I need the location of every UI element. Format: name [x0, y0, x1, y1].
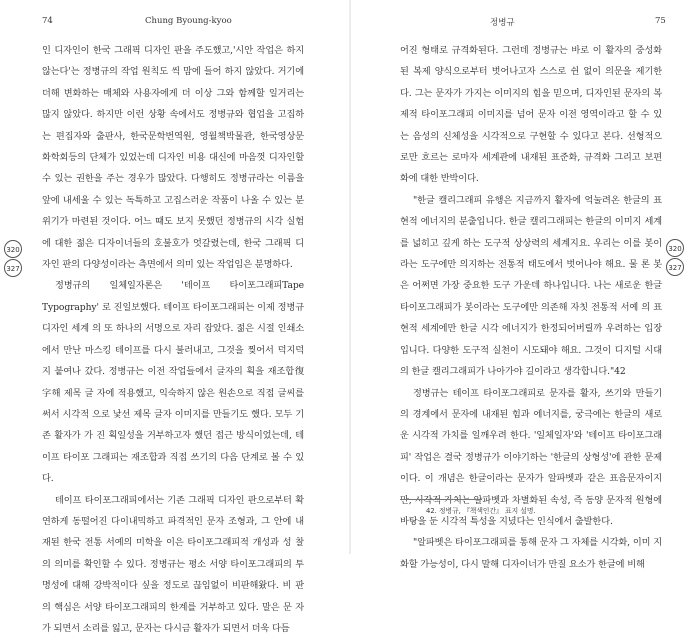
page-number: 75: [655, 16, 666, 26]
text-line: 의 또 하나의 서명으로 자리 잡았다. 젊은 시절 인쇄소에서 만난: [42, 323, 304, 356]
left-page: [0, 0, 350, 634]
text-line: 많지 않았다. 하지만 이런 상황 속에서도 정병규와 협업을 고집하: [42, 109, 304, 121]
text-line: 앞에 내세울 수 있는 독특하고 고집스러운 작품이 나올 수 있는 분: [42, 194, 304, 206]
text-line: 인 디자인이 한국 그래픽 디자인 판을 주도했고,'시안 작업은 하지: [42, 45, 304, 56]
text-line: 피' 작업은 결국 정병규가 이야기하는 '한글의 상형성'에 관한 문제: [400, 451, 662, 463]
text-line: 의 경계에서 문자에 내재된 힘과 에너지를, 궁극에는 한글의 새로: [400, 408, 662, 420]
text-line: 는 편집자와 출판사, 한국문학번역원, 영월책박물관, 한국영상문: [42, 130, 304, 142]
page-number: 74: [42, 16, 53, 26]
text-line: 정병규는 테이프 타이포그래피로 문자를 활자, 쓰기와 만들기: [413, 387, 662, 399]
text-line: 한글 타이포그래피가 봇이라는 도구에만 의존해 자칫 전통적 서예: [400, 280, 662, 313]
text-line: 다. 그는 문자가 가지는 이미지의 힘을 믿으며, 디자인된 문자의 복: [400, 87, 662, 99]
margin-page-marks: [4, 240, 22, 278]
text-line: 봇이라는 도구에만 의지하는 전통적 태도에서 벗어나야 해요. 물: [400, 237, 662, 271]
text-line: 시대의 한글 캘리그래피가 나아가야 길이라고 생각합니다."42: [400, 344, 662, 378]
text-line: 화학회등의 단체가 있었는데 디자인 비용 대신에 마음껏 디자인할: [42, 152, 304, 164]
paragraph: [42, 490, 304, 639]
text-line: 이다. 이 개념은 한글이라는 문자가 알파벳과 같은 표음문자이지: [400, 473, 662, 485]
text-line: "한글 캘리그래피 유행은 지금까지 활자에 억눌려온 한글의: [413, 194, 650, 206]
paragraph: [42, 275, 304, 489]
text-line: 운 시각적 가치를 일깨우려 한다. '일체일자'와 '테이프 타이포그래: [400, 430, 662, 442]
text-line: 내재된 한국 전통 서예의 미학을 이은 타이포그래피적 개성과 성: [42, 515, 304, 549]
margin-mark: 327: [4, 259, 22, 277]
text-line: 는 음성의 신체성을 시각적으로 구현할 수 있다고 본다. 선형적으: [400, 130, 662, 142]
margin-mark: 320: [4, 240, 22, 258]
paragraph: [400, 40, 662, 190]
text-line: 에 대한 젊은 디자이너들의 호불호가 엇갈렸는데, 한국 그래픽 디: [42, 237, 304, 249]
margin-mark: 327: [666, 258, 684, 276]
body-text: [400, 40, 662, 575]
quote-paragraph: [400, 190, 662, 383]
margin-page-marks: [666, 239, 684, 277]
text-line: 위기가 마련된 것이다. 어느 때도 보지 못했던 정병규의 시각 실험: [42, 216, 304, 228]
text-line: 않는다'는 정병규의 작업 원칙도 씩 맘에 들어 하지 않았다. 거기에: [42, 66, 304, 78]
text-line: 로 진일보했다. 테이프 타이포그래피는 이제 정병규 디자인 세계: [42, 301, 304, 335]
text-line: 세계를 넓히고 깊게 하는 도구적 상상력의 세계지요. 우리는 이를: [400, 216, 663, 249]
right-page: [350, 0, 700, 570]
text-line: 투명성에 대해 강박적이다 싶을 정도로 끊임없이 비판해왔다. 비: [42, 558, 304, 592]
text-line: 의 표현적 세계에만 한글 시각 에너지가 한정되어버릴까 우려하는: [400, 301, 662, 335]
text-line: 정병규의 일체일자론은 '테이프 타이포그래피Tape Typography': [42, 280, 304, 313]
text-line: 화에 대한 반박이다.: [400, 173, 479, 185]
text-line: 확연하게 동떨어진 다이내믹하고 파격적인 문자 조형과, 그 안에: [42, 494, 305, 527]
text-line: 자에 적용했고, 익숙하지 않은 원손으로 직접 글씨를 써서 시각적: [42, 387, 304, 420]
text-line: 된 복제 양식으로부터 벗어나고자 스스로 쉰 없이 의문을 제기한: [400, 66, 662, 78]
text-line: 으로 낯선 제목 글자 이미지를 만들기도 했다. 모두 기존 활자가 가: [42, 408, 304, 442]
running-head: Chung Byoung-kyoo: [145, 16, 232, 26]
text-line: 표현적 에너지의 분출입니다. 한글 캘리그래피는 한글의 이미지: [400, 194, 662, 228]
text-line: "알파벳은 타이포그래피를 통해 문자 그 자체를 시각화, 이미: [413, 537, 651, 549]
text-line: 지화할 가능성이, 다시 말해 디자이너가 만질 요소가 한글에 비해: [400, 537, 662, 570]
text-line: 입장입니다. 다양한 도구적 실천이 시도돼야 해요. 그것이 디지털: [400, 323, 662, 356]
footnote-rule: [400, 499, 482, 500]
text-line: 제적 타이포그래피 이미지를 넘어 문자 이전 영역이라고 할 수 있: [400, 109, 662, 121]
body-text: [42, 40, 304, 639]
text-line: 그래피는 재조합과 직접 쓰기의 다음 단계로 볼 수 있다.: [42, 451, 304, 485]
text-line: 론 봇은 어쩌면 가장 중요한 도구 가운데 하나입니다. 나는 새로운: [400, 259, 662, 292]
margin-mark: 320: [666, 239, 684, 257]
text-line: 어진 형태로 규격화된다. 그런데 정병규는 바로 이 활자의 중성화: [400, 45, 662, 56]
text-line: 갔다. 정병규는 이전 작업들에서 글자의 획을 재조합復字해 제목 글: [42, 366, 305, 399]
text-line: 로만 흐르는 로마자 세계관에 내재된 표준화, 규격화 그리고 보편: [400, 152, 662, 164]
text-line: 만, 시각적 가치는 알파벳과 차별화된 속성, 즉 동양 문자적 원형에: [400, 494, 662, 506]
text-line: 찰의 의미를 확인할 수 있다. 정병규는 평소 서양 타이포그래피의: [42, 537, 304, 570]
text-line: 자가 되면서 소리를 잃고, 문자는 다시금 활자가 되면서 더욱 다듬: [42, 601, 304, 634]
text-line: 판의 핵심은 서양 타이포그래피의 한계를 거부하고 있다. 말은 문: [42, 580, 304, 613]
text-line: 바탕을 둔 시각적 특성을 지녔다는 인식에서 출발한다.: [400, 515, 613, 527]
footnote: 42. 정병규, 『책색인간』 표지 설명.: [426, 507, 536, 515]
text-line: 테이프 타이포그래피에서는 기존 그래픽 디자인 판으로부터: [55, 494, 292, 506]
text-line: 더해 변화하는 매체와 사용자에게 더 이상 그와 함께할 일거리는: [42, 87, 304, 99]
text-line: 수 있는 권한을 주는 경우가 많았다. 다행히도 정병규라는 이름을: [42, 173, 304, 185]
running-head: 정병규: [490, 18, 515, 28]
text-line: 마스킹 테이프를 다시 불러내고, 그것을 찢어서 덕지덕지 붙여나: [42, 344, 305, 378]
text-line: 자인 판의 다양성이라는 측면에서 의미 있는 작업임은 분명하다.: [42, 259, 293, 271]
text-line: 진 획일성을 거부하고자 했던 접근 방식이었는데, 테이프 타이포: [42, 430, 304, 463]
paragraph: [42, 40, 304, 275]
